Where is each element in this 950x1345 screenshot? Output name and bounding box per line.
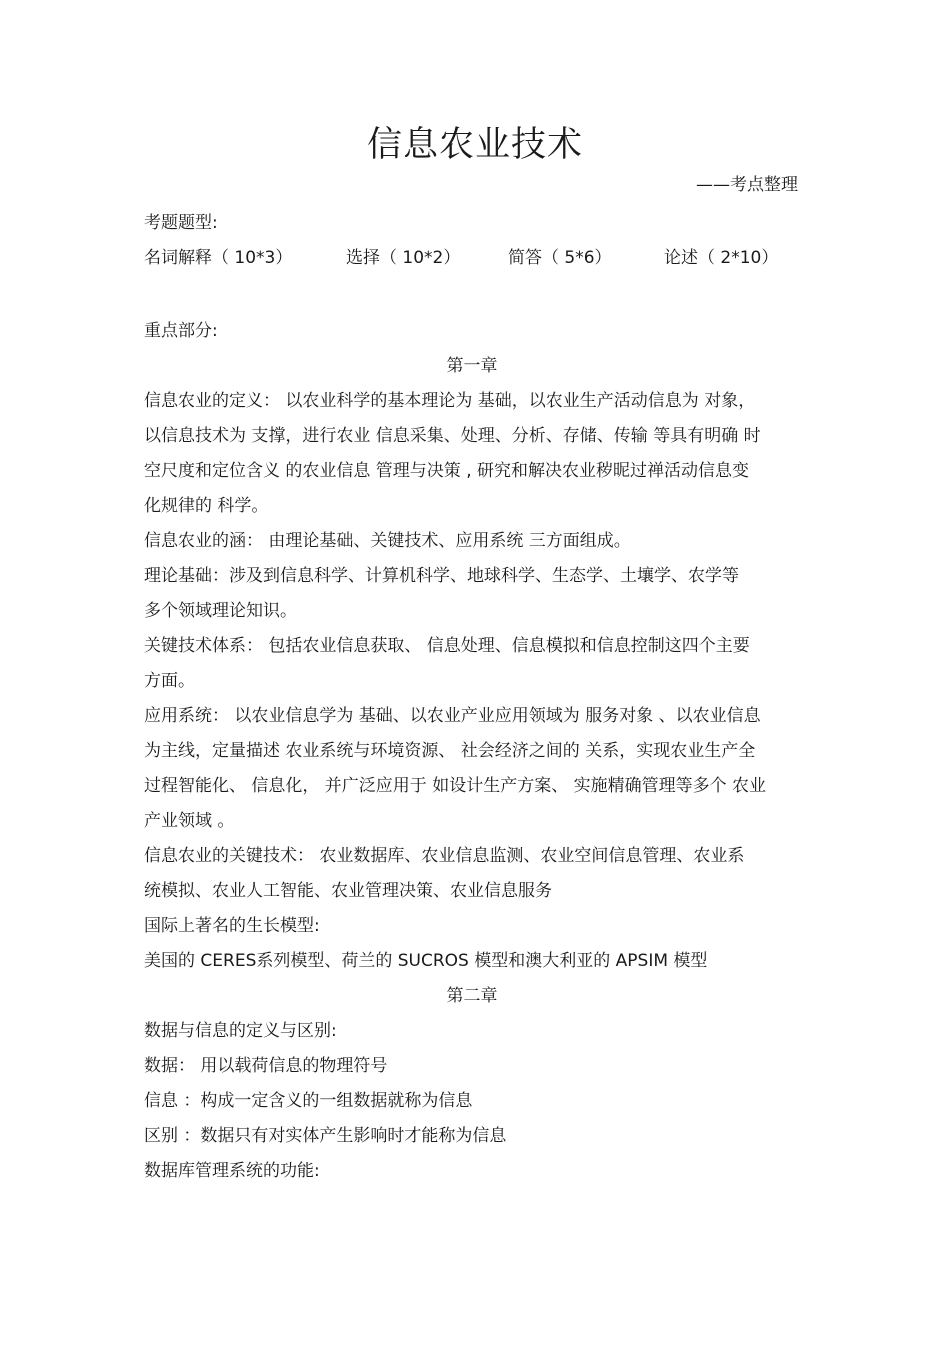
exam-type-item: 名词解释（ 10*3） bbox=[144, 248, 293, 268]
paragraph-line: 以信息技术为 支撑，进行农业 信息采集、处理、分析、存储、传输 等具有明确 时 bbox=[144, 426, 761, 446]
paragraph-line: 产业领域 。 bbox=[144, 811, 235, 831]
paragraph-line: 区别 ：数据只有对实体产生影响时才能称为信息 bbox=[144, 1126, 507, 1146]
document-body bbox=[144, 206, 808, 1189]
exam-types-label: 考题题型: bbox=[144, 213, 218, 233]
paragraph-line: 信息农业的定义： 以农业科学的基本理论为 基础，以农业生产活动信息为 对象， bbox=[144, 391, 756, 411]
paragraph-line: 过程智能化、 信息化， 并广泛应用于 如设计生产方案、 实施精确管理等多个 农业 bbox=[144, 776, 767, 796]
exam-types-row bbox=[144, 241, 808, 276]
paragraph-line: 信息 ：构成一定含义的一组数据就称为信息 bbox=[144, 1091, 473, 1111]
paragraph-line: 数据库管理系统的功能: bbox=[144, 1161, 320, 1181]
paragraph-line: 数据与信息的定义与区别: bbox=[144, 1021, 337, 1041]
paragraph-line: 数据： 用以载荷信息的物理符号 bbox=[144, 1056, 388, 1076]
paragraph-line: 理论基础：涉及到信息科学、计算机科学、地球科学、生态学、土壤学、农学等 bbox=[144, 566, 739, 586]
chapter-heading: 第二章 bbox=[446, 986, 498, 1006]
chapter-heading: 第一章 bbox=[446, 356, 498, 376]
document-title: 信息农业技术 bbox=[366, 125, 583, 165]
paragraph-line: 为主线，定量描述 农业系统与环境资源、 社会经济之间的 关系，实现农业生产全 bbox=[144, 741, 756, 761]
document-subtitle: ——考点整理 bbox=[696, 175, 798, 195]
paragraph-line: 统模拟、农业人工智能、农业管理决策、农业信息服务 bbox=[144, 881, 552, 901]
exam-type-item: 选择（ 10*2） bbox=[346, 248, 461, 268]
paragraph-line: 应用系统： 以农业信息学为 基础、以农业产业应用领域为 服务对象 、以农业信息 bbox=[144, 706, 761, 726]
paragraph-line: 关键技术体系： 包括农业信息获取、 信息处理、信息模拟和信息控制这四个主要 bbox=[144, 636, 750, 656]
paragraph-line: 美国的 CERES系列模型、荷兰的 SUCROS 模型和澳大利亚的 APSIM 模型 bbox=[144, 951, 708, 971]
paragraph-line: 空尺度和定位含义 的农业信息 管理与决策 , 研究和解决农业秽昵过禅活动信息变 bbox=[144, 461, 750, 481]
exam-type-item: 论述（ 2*10） bbox=[664, 248, 779, 268]
key-parts-label: 重点部分: bbox=[144, 321, 218, 341]
paragraph-line: 多个领域理论知识。 bbox=[144, 601, 297, 621]
paragraph-line: 信息农业的涵： 由理论基础、关键技术、应用系统 三方面组成。 bbox=[144, 531, 631, 551]
paragraph-line: 信息农业的关键技术： 农业数据库、农业信息监测、农业空间信息管理、农业系 bbox=[144, 846, 745, 866]
paragraph-line: 化规律的 科学。 bbox=[144, 496, 269, 516]
exam-type-item: 简答（ 5*6） bbox=[508, 248, 612, 268]
paragraph-line: 方面。 bbox=[144, 671, 195, 691]
paragraph-line: 国际上著名的生长模型: bbox=[144, 916, 320, 936]
